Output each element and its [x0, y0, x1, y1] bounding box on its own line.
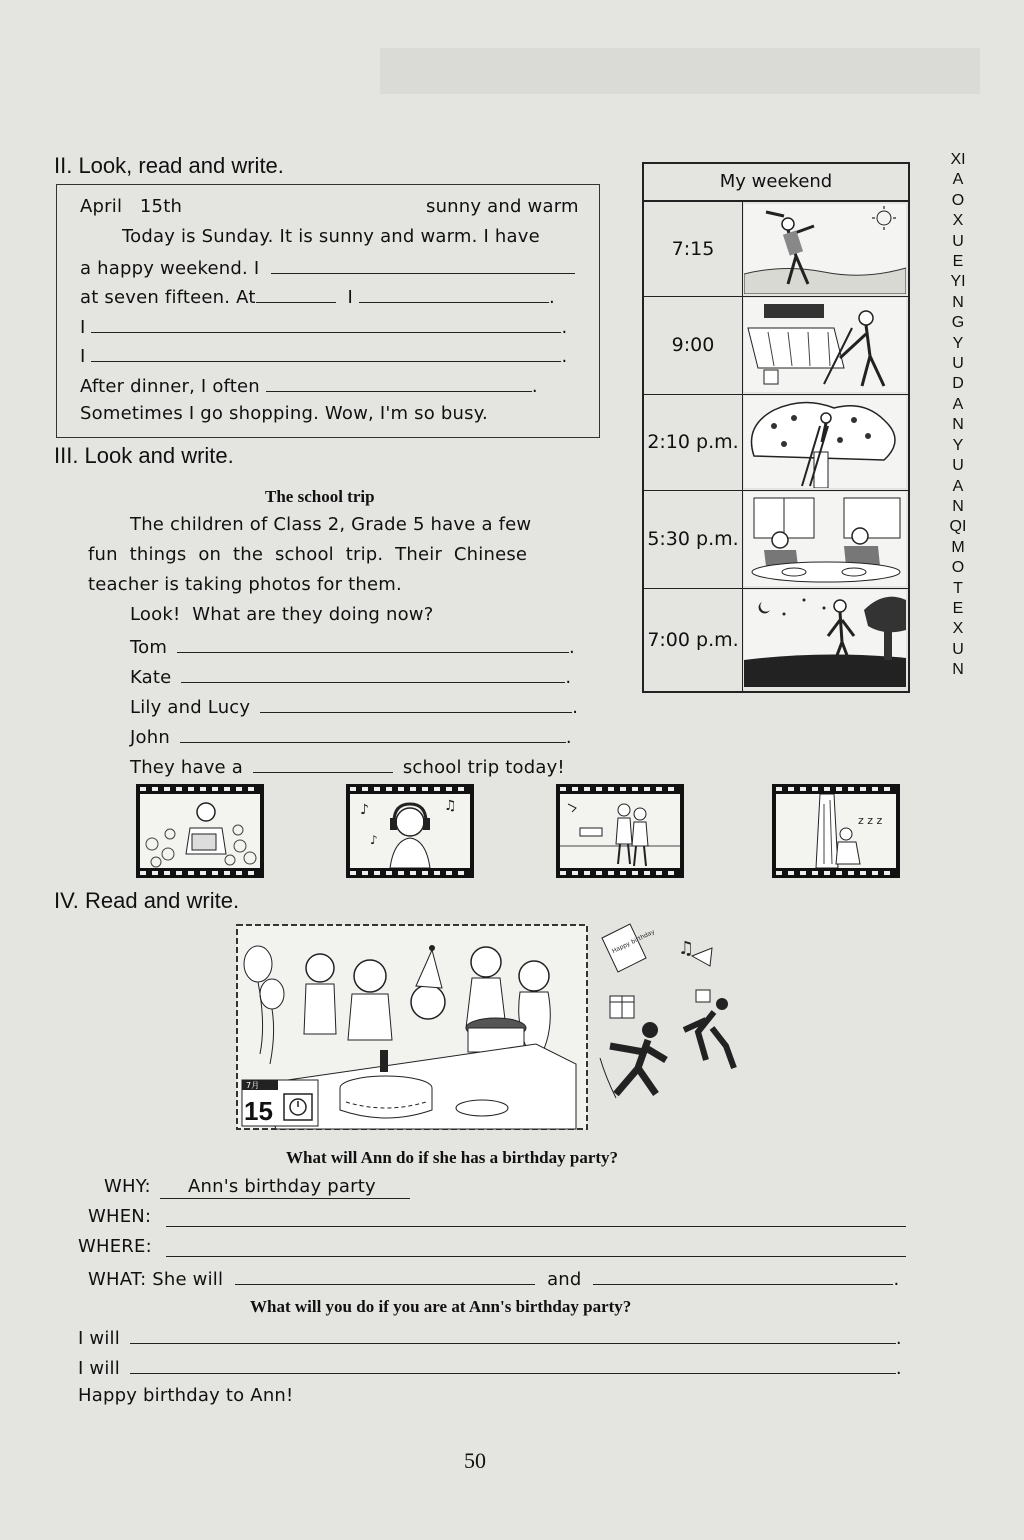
question1: What will Ann do if she has a birthday party?	[286, 1148, 619, 1167]
weekend-time-1: 7:15	[644, 202, 743, 296]
film-holes-bottom	[136, 869, 264, 877]
why-label: WHY:	[104, 1176, 151, 1197]
svg-text:♫: ♫	[444, 798, 457, 814]
listening-music-image	[350, 794, 470, 868]
why-answer: Ann's birthday party	[188, 1176, 376, 1197]
tom-blank[interactable]	[177, 634, 569, 653]
section2-title: II. Look, read and write.	[54, 153, 284, 178]
diary-line3-row	[80, 284, 555, 308]
section4-title: IV. Read and write.	[54, 888, 240, 913]
weekend-row-5	[644, 588, 908, 691]
diary-line2-text: a happy weekend. I	[80, 258, 260, 279]
what-row	[88, 1266, 899, 1290]
film-holes-bottom	[772, 869, 900, 877]
where-label: WHERE:	[78, 1236, 152, 1257]
diary-date: April 15th	[80, 196, 183, 217]
tom-row	[130, 634, 575, 658]
svg-text:♪: ♪	[370, 833, 378, 847]
story-para2: fun things on the school trip. Their Chinese	[88, 544, 528, 565]
story-para1: The children of Class 2, Grade 5 have a few	[130, 514, 532, 535]
lily-lucy-row	[130, 694, 578, 718]
diary-blank-1[interactable]	[271, 255, 575, 274]
name-kate: Kate	[130, 667, 172, 688]
svg-text:z z z: z z z	[858, 814, 883, 827]
diary-blank-5[interactable]	[91, 343, 561, 362]
john-blank[interactable]	[180, 724, 566, 743]
calendar-month: 7月	[246, 1081, 260, 1090]
diary-line3-i: I	[347, 287, 354, 308]
john-period: .	[565, 727, 572, 748]
lily-lucy-blank[interactable]	[260, 694, 572, 713]
iwill-row-1	[78, 1325, 902, 1349]
calendar-day: 15	[244, 1096, 273, 1126]
diary-line3-text: at seven fifteen. At	[80, 287, 256, 308]
film-holes-top	[346, 785, 474, 793]
film-holes-top	[772, 785, 900, 793]
svg-text:♪: ♪	[360, 802, 369, 818]
diary-period-3: .	[548, 287, 555, 308]
weekend-row-2	[644, 296, 908, 395]
closing-line: Happy birthday to Ann!	[78, 1385, 294, 1406]
diary-period-6: .	[531, 376, 538, 397]
diary-weather: sunny and warm	[426, 196, 579, 217]
iwill-label-2: I will	[78, 1358, 120, 1379]
walking-girls-image	[560, 794, 680, 868]
where-blank[interactable]	[166, 1256, 906, 1257]
film-holes-top	[556, 785, 684, 793]
weekend-row-4	[644, 490, 908, 589]
music-notes-icon: ♫	[678, 938, 695, 959]
what-blank-2[interactable]	[593, 1266, 893, 1285]
film-kate	[346, 784, 474, 878]
diary-line5-row	[80, 343, 567, 367]
birthday-card-text: Happy birthday	[611, 928, 656, 956]
side-vertical-text: XIAOXUEYINGYUDANYUANQIMOTEXUN	[949, 151, 967, 679]
diary-line6-row	[80, 373, 538, 397]
what-blank-1[interactable]	[235, 1266, 535, 1285]
film-lily-lucy	[556, 784, 684, 878]
diary-blank-4[interactable]	[91, 314, 561, 333]
film-holes-bottom	[346, 869, 474, 877]
film-tom	[136, 784, 264, 878]
iwill-blank-2[interactable]	[130, 1355, 896, 1374]
diary-period-5: .	[561, 346, 568, 367]
diary-period-4: .	[561, 317, 568, 338]
lily-lucy-period: .	[572, 697, 579, 718]
story-title: The school trip	[265, 487, 375, 506]
why-answer-underline	[160, 1198, 410, 1199]
film-john	[772, 784, 900, 878]
top-scan-band	[380, 48, 980, 94]
weekend-time-3: 2:10 p.m.	[644, 394, 743, 490]
weekend-time-5: 7:00 p.m.	[644, 588, 743, 691]
iwill-blank-1[interactable]	[130, 1325, 896, 1344]
diary-line7: Sometimes I go shopping. Wow, I'm so busy.	[80, 403, 488, 424]
when-blank[interactable]	[166, 1226, 906, 1227]
weekend-time-2: 9:00	[644, 296, 743, 394]
iwill-label-1: I will	[78, 1328, 120, 1349]
iwill-row-2	[78, 1355, 902, 1379]
film-holes-bottom	[556, 869, 684, 877]
weekend-time-4: 5:30 p.m.	[644, 490, 743, 588]
weekend-row-3	[644, 394, 908, 491]
story-question: Look! What are they doing now?	[130, 604, 434, 625]
section3-title: III. Look and write.	[54, 443, 234, 468]
diary-blank-2[interactable]	[256, 284, 336, 303]
diary-line2-row	[80, 255, 575, 279]
diary-blank-3[interactable]	[359, 284, 549, 303]
weekend-table	[642, 162, 910, 693]
what-and: and	[547, 1269, 582, 1290]
diary-line1: Today is Sunday. It is sunny and warm. I have	[122, 226, 540, 247]
diary-line5-i: I	[80, 346, 86, 367]
diary-line6-text: After dinner, I often	[80, 376, 260, 397]
weekend-table-title: My weekend	[644, 164, 908, 202]
trip-final-a: They have a	[130, 757, 243, 778]
reading-boy-image	[140, 794, 260, 868]
what-label: WHAT: She will	[88, 1269, 224, 1290]
cleaning-room-image	[744, 298, 906, 392]
sleeping-under-tree-image	[776, 794, 896, 868]
kate-row	[130, 664, 571, 688]
section2-box	[56, 184, 600, 438]
trip-blank[interactable]	[253, 754, 393, 773]
name-lily-lucy: Lily and Lucy	[130, 697, 251, 718]
page-number: 50	[464, 1448, 486, 1473]
morning-exercise-image	[744, 204, 906, 294]
kate-period: .	[565, 667, 572, 688]
film-holes-top	[136, 785, 264, 793]
picking-apples-image	[744, 396, 906, 488]
trip-final-b: school trip today!	[402, 757, 565, 778]
trip-final-row	[130, 754, 565, 778]
kate-blank[interactable]	[181, 664, 565, 683]
what-period: .	[893, 1269, 900, 1290]
question2: What will you do if you are at Ann's birthday party?	[250, 1297, 632, 1316]
story-para3: teacher is taking photos for them.	[88, 574, 402, 595]
birthday-party-image	[236, 924, 588, 1130]
john-row	[130, 724, 572, 748]
name-tom: Tom	[130, 637, 168, 658]
name-john: John	[130, 727, 170, 748]
diary-line4-i: I	[80, 317, 86, 338]
when-label: WHEN:	[88, 1206, 152, 1227]
iwill-period-1: .	[895, 1328, 902, 1349]
tom-period: .	[569, 637, 575, 658]
weekend-row-1	[644, 202, 908, 297]
evening-walk-image	[744, 590, 906, 687]
diary-line4-row	[80, 314, 567, 338]
having-dinner-image	[744, 492, 906, 586]
diary-blank-6[interactable]	[266, 373, 532, 392]
iwill-period-2: .	[895, 1358, 902, 1379]
party-clipart	[596, 918, 746, 1138]
